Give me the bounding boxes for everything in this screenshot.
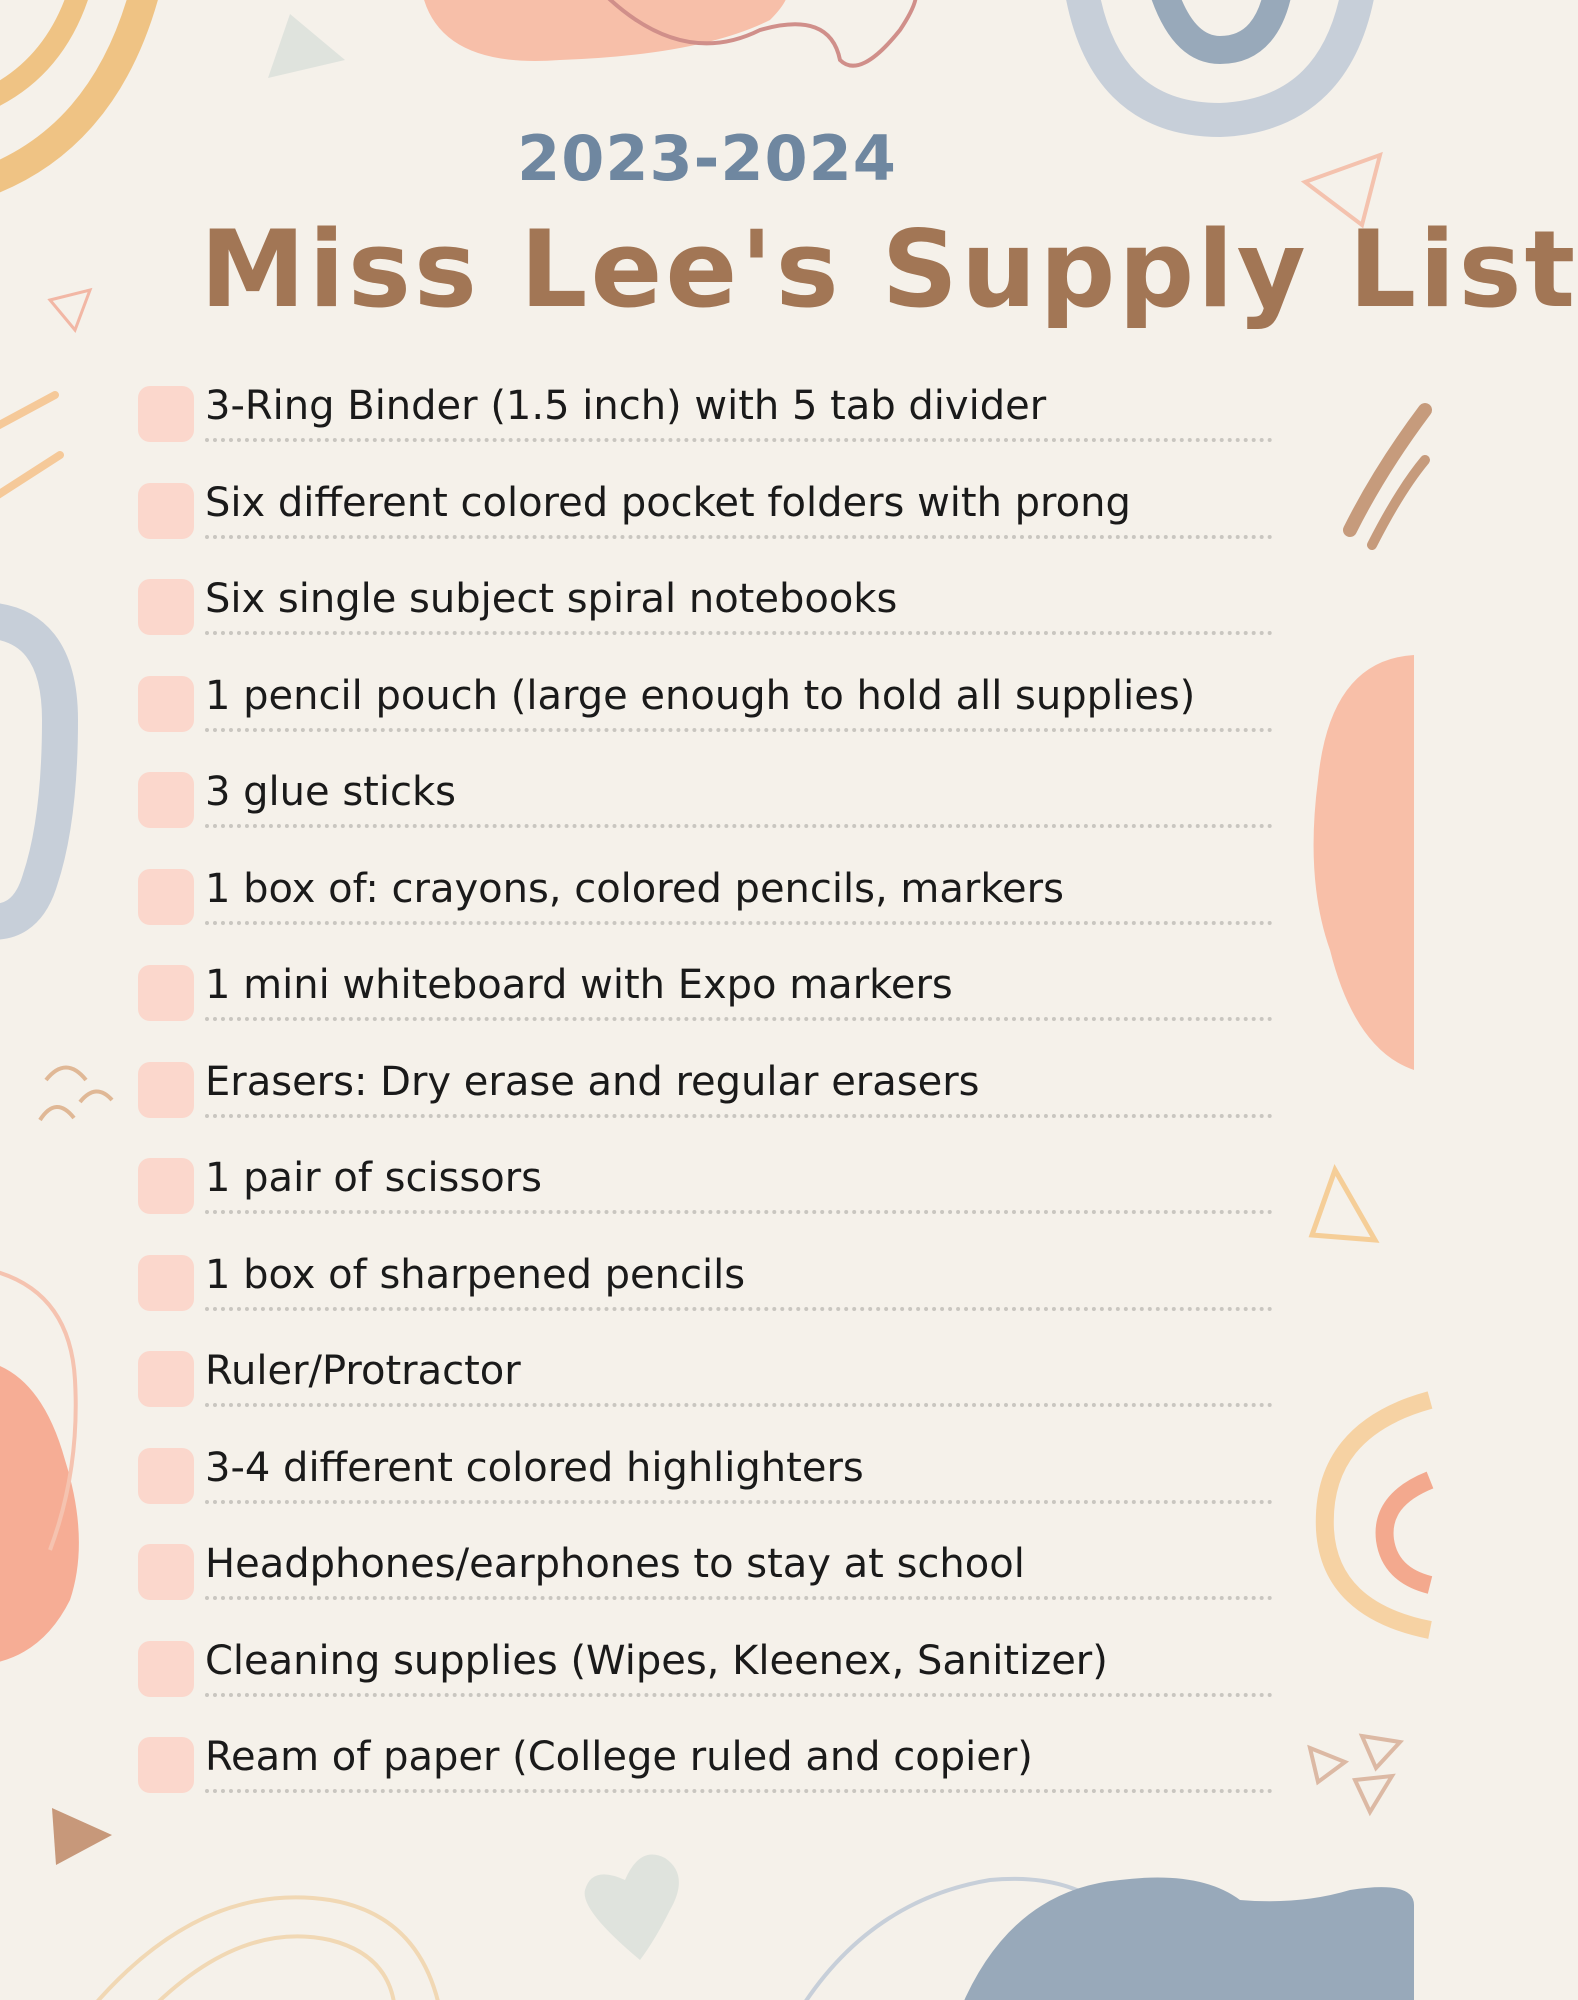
checklist-item-label: 3-4 different colored highlighters	[205, 1444, 864, 1491]
checklist-item	[138, 1048, 1273, 1145]
triangle-outline-decoration	[1312, 1170, 1375, 1240]
triangle-outline-decoration	[1355, 1776, 1392, 1812]
dotted-underline	[205, 631, 1273, 635]
checkbox[interactable]	[138, 1158, 194, 1214]
checkbox[interactable]	[138, 1544, 194, 1600]
checkbox[interactable]	[138, 483, 194, 539]
dotted-underline	[205, 1017, 1273, 1021]
checklist-item	[138, 1530, 1273, 1627]
triangle-decoration	[268, 14, 345, 78]
checkbox[interactable]	[138, 1351, 194, 1407]
checklist-item	[138, 469, 1273, 566]
checkbox[interactable]	[138, 772, 194, 828]
blue-wave-decoration	[0, 620, 60, 922]
triangle-decoration	[52, 1808, 112, 1865]
checklist-item-label: Headphones/earphones to stay at school	[205, 1541, 1025, 1587]
dash-decoration	[0, 455, 60, 500]
checklist-item	[138, 1627, 1273, 1724]
checklist-item	[138, 1241, 1273, 1338]
dotted-underline	[205, 1500, 1273, 1504]
checkbox[interactable]	[138, 1255, 194, 1311]
triangle-outline-decoration	[1362, 1736, 1400, 1768]
checklist-item-label: 1 mini whiteboard with Expo markers	[205, 962, 953, 1008]
yellow-arc-decoration	[1385, 1480, 1430, 1585]
checklist-item-label: Erasers: Dry erase and regular erasers	[205, 1058, 980, 1105]
blue-blob-decoration	[960, 1878, 1414, 2000]
checkbox[interactable]	[138, 1641, 194, 1697]
checkbox[interactable]	[138, 386, 194, 442]
checklist-item-label: 1 pencil pouch (large enough to hold all supplies)	[205, 672, 1196, 719]
peach-blob-decoration	[0, 1360, 79, 1665]
checklist-item	[138, 758, 1273, 855]
dotted-underline	[205, 1789, 1273, 1793]
page-title: Miss Lee's Supply List	[200, 208, 1578, 331]
checkbox[interactable]	[138, 1737, 194, 1793]
checkbox[interactable]	[138, 1062, 194, 1118]
supply-checklist	[138, 372, 1273, 1820]
checkbox[interactable]	[138, 579, 194, 635]
checklist-item	[138, 951, 1273, 1048]
dotted-underline	[205, 1307, 1273, 1311]
school-year-heading: 2023-2024	[517, 122, 897, 195]
checklist-item	[138, 372, 1273, 469]
checkbox[interactable]	[138, 1448, 194, 1504]
peach-blob-decoration	[1314, 655, 1414, 1070]
line-decoration	[150, 1936, 395, 2000]
dotted-underline	[205, 1114, 1273, 1118]
dotted-underline	[205, 438, 1273, 442]
dotted-underline	[205, 728, 1273, 732]
checklist-item	[138, 565, 1273, 662]
dotted-underline	[205, 824, 1273, 828]
dotted-underline	[205, 1403, 1273, 1407]
blue-ring-decoration	[1160, 0, 1280, 50]
dotted-underline	[205, 535, 1273, 539]
checklist-item-label: 1 box of sharpened pencils	[205, 1251, 746, 1298]
dotted-underline	[205, 921, 1273, 925]
checklist-item	[138, 1723, 1273, 1820]
checkbox[interactable]	[138, 676, 194, 732]
triangle-outline-decoration	[50, 290, 90, 330]
checklist-item-label: 3-Ring Binder (1.5 inch) with 5 tab divider	[205, 383, 1047, 429]
heart-decoration	[585, 1854, 679, 1960]
dotted-underline	[205, 1596, 1273, 1600]
yellow-arc-decoration	[1325, 1400, 1430, 1630]
checklist-item-label: Six different colored pocket folders with prong	[205, 479, 1131, 526]
checklist-item-label: Ream of paper (College ruled and copier)	[205, 1734, 1033, 1780]
dotted-underline	[205, 1693, 1273, 1697]
yellow-arc-decoration	[0, 0, 85, 110]
small-arc-decoration	[80, 1091, 112, 1102]
checklist-item-label: 1 box of: crayons, colored pencils, markers	[205, 865, 1064, 912]
checklist-item-label: Ruler/Protractor	[205, 1348, 521, 1394]
peach-blob-decoration	[420, 0, 788, 61]
checklist-item	[138, 1144, 1273, 1241]
small-arc-decoration	[40, 1107, 74, 1120]
dash-decoration	[0, 395, 55, 430]
checklist-item	[138, 662, 1273, 759]
checkbox[interactable]	[138, 869, 194, 925]
checklist-item-label: Six single subject spiral notebooks	[205, 576, 898, 622]
checklist-item-label: Cleaning supplies (Wipes, Kleenex, Sanitizer)	[205, 1637, 1108, 1684]
small-arc-decoration	[46, 1068, 86, 1081]
triangle-outline-decoration	[1310, 1748, 1345, 1782]
dotted-underline	[205, 1210, 1273, 1214]
checklist-item-label: 1 pair of scissors	[205, 1155, 542, 1201]
checklist-item	[138, 1434, 1273, 1531]
checklist-item	[138, 855, 1273, 952]
checklist-item	[138, 1337, 1273, 1434]
checkbox[interactable]	[138, 965, 194, 1021]
checklist-item-label: 3 glue sticks	[205, 769, 456, 815]
